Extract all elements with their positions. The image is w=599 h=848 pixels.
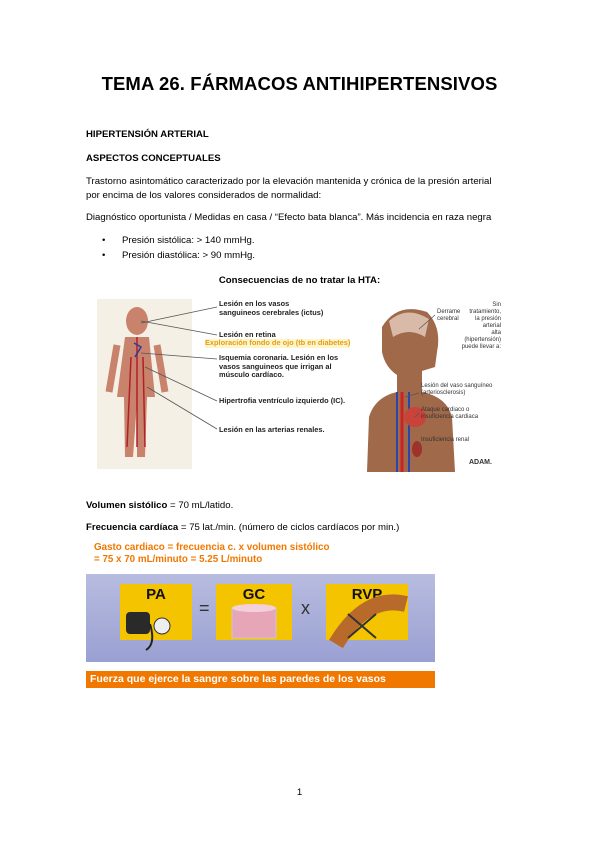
- label-vasos-cerebrales: Lesión en los vasos sanguineos cerebrales (ictus): [219, 299, 324, 317]
- label-isquemia: Isquemia coronaria. Lesión en los vasos sanguineos que irrigan al músculo cardíaco.: [219, 353, 339, 379]
- equation-panel: [86, 574, 435, 662]
- label-retina: Lesión en retina: [219, 330, 276, 339]
- frecuencia-label: Frecuencia cardíaca: [86, 522, 179, 533]
- volumen-sistolico-line: [86, 499, 526, 513]
- bullet-dot-icon: •: [102, 235, 106, 246]
- times-sign: x: [301, 598, 310, 618]
- formula-line-2: = 75 x 70 mL/minuto = 5.25 L/minuto: [94, 553, 263, 565]
- frecuencia-value: = 75 lat./min. (número de ciclos cardíacos por min.): [178, 522, 400, 533]
- page-number: 1: [296, 787, 303, 798]
- bullet-item: [102, 235, 255, 246]
- adam-ataque: Ataque cardiaco o insuficiencia cardiaca: [421, 407, 479, 420]
- section-heading-aspectos: ASPECTOS CONCEPTUALES: [86, 153, 221, 164]
- adam-derrame: Derrame cerebral: [437, 309, 461, 322]
- label-hipertrofia: Hipertrofia ventrículo izquierdo (IC).: [219, 396, 346, 405]
- section-heading-hipertension: HIPERTENSIÓN ARTERIAL: [86, 129, 209, 140]
- bullet-dot-icon: •: [102, 250, 106, 261]
- gasto-cardiaco-formula: [94, 542, 330, 565]
- bullet-item: [102, 250, 255, 261]
- box-gc: GC: [216, 584, 292, 640]
- figure-presion-arterial: [86, 537, 435, 689]
- page-title: TEMA 26. FÁRMACOS ANTIHIPERTENSIVOS: [101, 73, 498, 94]
- adam-insuficiencia-renal: Insuficiencia renal: [421, 437, 470, 443]
- figure1-caption: Consecuencias de no tratar la HTA:: [218, 275, 381, 286]
- adam-sin-tratamiento: Sin tratamiento, la presión arterial alta (hipertensión) puede llevar a:: [461, 302, 501, 350]
- paragraph-definition-line2: por encima de los valores considerados de normalidad:: [86, 190, 322, 201]
- paragraph-diagnosis: Diagnóstico oportunista / Medidas en casa / “Efecto bata blanca”. Más incidencia en raza negra: [86, 212, 492, 223]
- box-rvp: RVP: [326, 584, 408, 640]
- adam-lesion-vaso: Lesión del vaso sanguíneo (arteriosclerosis): [421, 383, 493, 396]
- banner-fuerza: Fuerza que ejerce la sangre sobre las paredes de los vasos: [86, 671, 435, 688]
- volumen-value: = 70 mL/latido.: [167, 500, 234, 511]
- formula-line-1: Gasto cardiaco = frecuencia c. x volumen sistólico: [94, 542, 330, 553]
- equals-sign: =: [199, 598, 210, 618]
- bullet-text: Presión sistólica: > 140 mmHg.: [122, 235, 255, 246]
- equation-illustration: [86, 574, 435, 662]
- adam-logo: ADAM.: [469, 459, 492, 466]
- frecuencia-cardiaca-line: [86, 521, 546, 535]
- box-pa: PA: [120, 584, 192, 640]
- bullet-text: Presión diastólica: > 90 mmHg.: [122, 250, 256, 261]
- label-arterias-renales: Lesión en las arterias renales.: [219, 425, 325, 434]
- volumen-label: Volumen sistólico: [86, 500, 168, 511]
- figure-hta-consequences: [97, 297, 502, 472]
- label-fondo-ojo: Exploración fondo de ojo (tb en diabetes): [205, 338, 351, 347]
- paragraph-definition-line1: Trastorno asintomático caracterizado por la elevación mantenida y crónica de la presión arterial: [86, 176, 492, 187]
